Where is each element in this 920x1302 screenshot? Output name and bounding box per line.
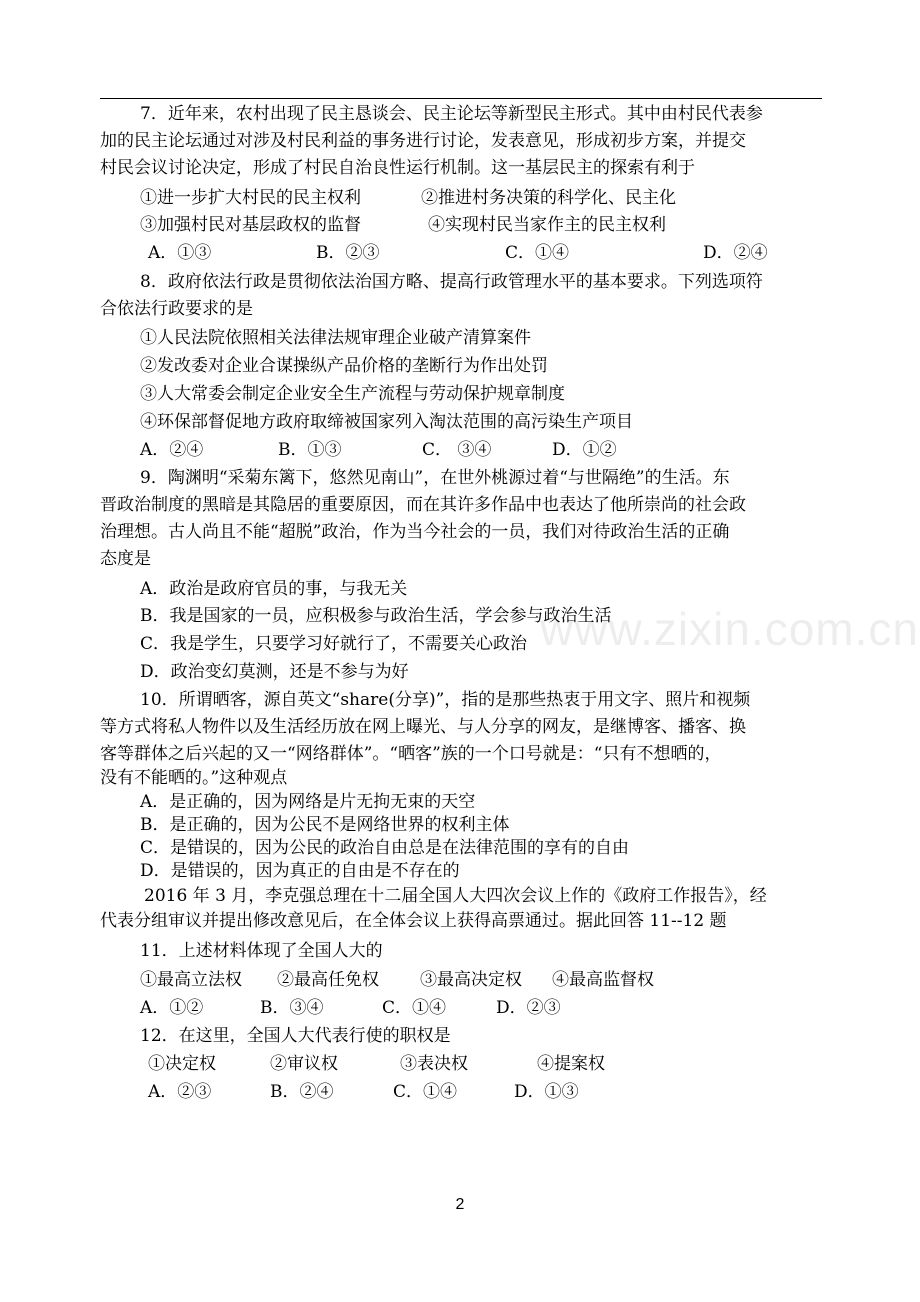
question-9-stem-line-4: 态度是 bbox=[100, 549, 151, 569]
question-7-item-3: ③加强村民对基层政权的监督 bbox=[140, 215, 361, 235]
question-12-stem: 12．在这里，全国人大代表行使的职权是 bbox=[140, 1026, 451, 1046]
question-9-stem-line-3: 治理想。古人尚且不能“超脱”政治，作为当今社会的一员，我们对待政治生活的正确 bbox=[100, 522, 730, 542]
question-11-item-4: ④最高监督权 bbox=[552, 970, 654, 990]
question-11-choice-c: C．①④ bbox=[382, 998, 447, 1018]
question-7-stem-line-1: 7．近年来，农村出现了民主恳谈会、民主论坛等新型民主形式。其中由村民代表参 bbox=[140, 104, 763, 124]
question-8-choice-b: B．①③ bbox=[278, 440, 342, 460]
question-10-stem-line-4: 没有不能晒的。”这种观点 bbox=[100, 768, 288, 788]
question-12-item-4: ④提案权 bbox=[537, 1054, 605, 1074]
question-9-stem-line-2: 晋政治制度的黑暗是其隐居的重要原因，而在其许多作品中也表达了他所崇尚的社会政 bbox=[100, 495, 746, 515]
watermark: www.zixin.com.cn bbox=[540, 603, 919, 655]
question-12-choice-a: A．②③ bbox=[148, 1082, 212, 1102]
material-line-2: 代表分组审议并提出修改意见后，在全体会议上获得高票通过。据此回答 11--12 题 bbox=[100, 911, 727, 931]
question-9-option-a: A．政治是政府官员的事，与我无关 bbox=[140, 579, 408, 599]
question-12-item-2: ②审议权 bbox=[270, 1054, 338, 1074]
question-7-choice-d: D．②④ bbox=[703, 243, 768, 263]
question-12-choice-c: C．①④ bbox=[393, 1082, 458, 1102]
question-7-choice-b: B．②③ bbox=[316, 243, 380, 263]
question-7-item-1: ①进一步扩大村民的民主权利 bbox=[140, 188, 361, 208]
question-8-choice-c: C． ③④ bbox=[422, 440, 492, 460]
question-7-stem-line-2: 加的民主论坛通过对涉及村民利益的事务进行讨论，发表意见，形成初步方案，并提交 bbox=[100, 131, 746, 151]
question-8-item-2: ②发改委对企业合谋操纵产品价格的垄断行为作出处罚 bbox=[140, 356, 548, 376]
question-8-stem-line-2: 合依法行政要求的是 bbox=[100, 299, 253, 319]
question-7-item-4: ④实现村民当家作主的民主权利 bbox=[428, 215, 666, 235]
question-10-option-d: D．是错误的，因为真正的自由是不存在的 bbox=[140, 861, 460, 881]
question-8-choice-d: D．①② bbox=[552, 440, 617, 460]
question-8-item-1: ①人民法院依照相关法律法规审理企业破产清算案件 bbox=[140, 328, 531, 348]
question-10-stem-line-3: 客等群体之后兴起的又一“网络群体”。“晒客”族的一个口号就是：“只有不想晒的， bbox=[100, 744, 722, 764]
question-9-stem-line-1: 9．陶渊明“采菊东篱下，悠然见南山”，在世外桃源过着“与世隔绝”的生活。东 bbox=[140, 468, 730, 488]
question-12-choice-b: B．②④ bbox=[270, 1082, 334, 1102]
question-11-item-1: ①最高立法权 bbox=[140, 970, 242, 990]
question-8-item-3: ③人大常委会制定企业安全生产流程与劳动保护规章制度 bbox=[140, 384, 565, 404]
question-7-stem-line-3: 村民会议讨论决定，形成了村民自治良性运行机制。这一基层民主的探索有利于 bbox=[100, 158, 695, 178]
question-11-item-3: ③最高决定权 bbox=[420, 970, 522, 990]
question-11-item-2: ②最高任免权 bbox=[277, 970, 379, 990]
question-11-stem: 11．上述材料体现了全国人大的 bbox=[140, 941, 383, 961]
question-10-option-b: B．是正确的，因为公民不是网络世界的权利主体 bbox=[140, 815, 510, 835]
question-10-stem-line-2: 等方式将私人物件以及生活经历放在网上曝光、与人分享的网友，是继博客、播客、换 bbox=[100, 717, 746, 737]
question-12-choice-d: D．①③ bbox=[514, 1082, 579, 1102]
question-7-choice-a: A．①③ bbox=[148, 243, 212, 263]
page-number: 2 bbox=[455, 1196, 465, 1213]
question-9-option-d: D．政治变幻莫测，还是不参与为好 bbox=[140, 662, 409, 682]
question-7-item-2: ②推进村务决策的科学化、民主化 bbox=[421, 188, 676, 208]
question-12-item-1: ①决定权 bbox=[148, 1054, 216, 1074]
question-12-item-3: ③表决权 bbox=[400, 1054, 468, 1074]
question-7-choice-c: C．①④ bbox=[505, 243, 570, 263]
header-rule bbox=[100, 98, 822, 99]
question-8-item-4: ④环保部督促地方政府取缔被国家列入淘汰范围的高污染生产项目 bbox=[140, 412, 633, 432]
question-9-option-c: C．我是学生，只要学习好就行了，不需要关心政治 bbox=[140, 634, 528, 654]
material-line-1: 2016 年 3 月，李克强总理在十二届全国人大四次会议上作的《政府工作报告》，经 bbox=[144, 886, 767, 906]
question-9-option-b: B．我是国家的一员，应积极参与政治生活，学会参与政治生活 bbox=[140, 606, 612, 626]
question-8-choice-a: A．②④ bbox=[140, 440, 204, 460]
question-8-stem-line-1: 8．政府依法行政是贯彻依法治国方略、提高行政管理水平的基本要求。下列选项符 bbox=[140, 272, 763, 292]
question-11-choice-d: D．②③ bbox=[496, 998, 561, 1018]
question-10-option-a: A．是正确的，因为网络是片无拘无束的天空 bbox=[140, 792, 476, 812]
question-10-option-c: C．是错误的，因为公民的政治自由总是在法律范围的享有的自由 bbox=[140, 838, 630, 858]
question-11-choice-a: A．①② bbox=[140, 998, 204, 1018]
question-11-choice-b: B．③④ bbox=[260, 998, 324, 1018]
question-10-stem-line-1: 10．所谓晒客，源自英文“share(分享)”，指的是那些热衷于用文字、照片和视频 bbox=[140, 690, 751, 710]
